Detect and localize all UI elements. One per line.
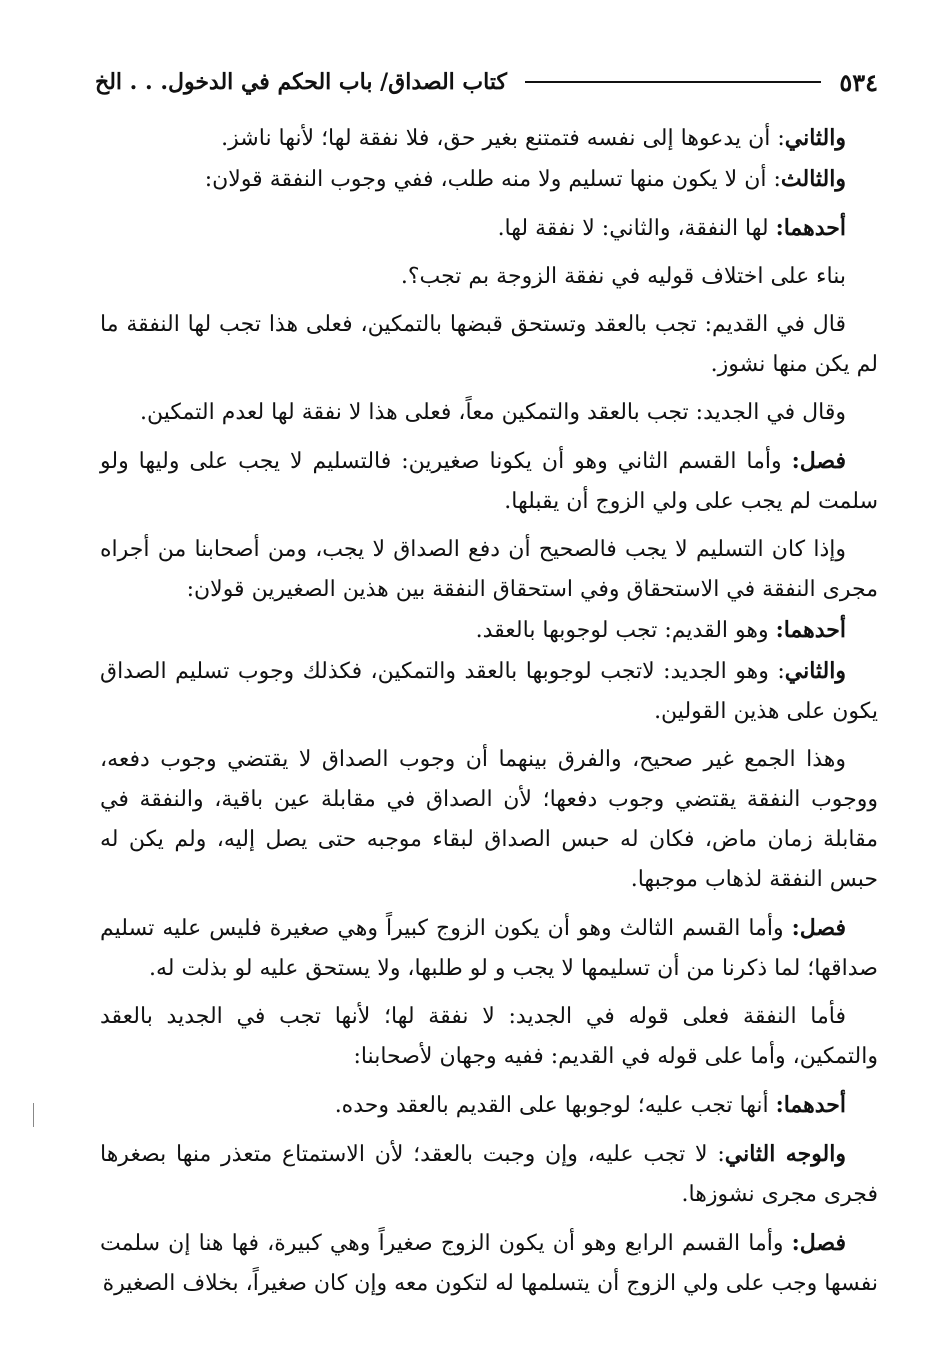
paragraph-text: وقال في الجديد: تجب بالعقد والتمكين معاً، فعلى هذا لا نفقة لها لعدم التمكين. (140, 400, 846, 425)
paragraph (100, 305, 878, 385)
paragraph-text: بناء على اختلاف قوليه في نفقة الزوجة بم تجب؟. (400, 264, 846, 289)
page-body (100, 118, 878, 1304)
paragraph (100, 530, 878, 610)
paragraph-lead: والوجه الثاني (724, 1141, 846, 1167)
paragraph (100, 159, 878, 200)
header-rule (525, 81, 821, 83)
paragraph-text: وأما القسم الثالث وهو أن يكون الزوج كبيراً وهي صغيرة فليس عليه تسليم صداقها؛ لما ذكرنا من أن تسليمها لا يجب و لو طلبها، ولا يستحق عليه لو بذلت له. (100, 916, 878, 981)
paragraph (100, 257, 878, 297)
page-number: ٥٣٤ (839, 67, 878, 97)
paragraph-text: أنها تجب عليه؛ لوجوبها على القديم بالعقد وحده. (334, 1093, 776, 1118)
paragraph-lead: والثاني (784, 658, 846, 684)
paragraph (100, 1223, 878, 1304)
paragraph-lead: فصل: (791, 448, 846, 474)
paragraph-text: : أن لا يكون منها تسليم ولا منه طلب، ففي وجوب النفقة قولان: (204, 167, 781, 192)
paragraph (100, 997, 878, 1077)
paragraph (100, 740, 878, 900)
paragraph (100, 610, 878, 651)
paragraph (100, 1134, 878, 1215)
paragraph (100, 651, 878, 732)
paragraph-text: لها النفقة، والثاني: لا نفقة لها. (497, 216, 776, 241)
paragraph-text: : لا تجب عليه، وإن وجبت بالعقد؛ لأن الاستمتاع متعذر منها بصغرها فجرى مجرى نشوزها. (100, 1142, 878, 1207)
paragraph-lead: أحدهما: (775, 215, 846, 241)
paragraph (100, 208, 878, 249)
paragraph-lead: فصل: (791, 1230, 846, 1256)
paragraph (100, 441, 878, 522)
paragraph-text: وإذا كان التسليم لا يجب فالصحيح أن دفع الصداق لا يجب، ومن أصحابنا من أجراه مجرى النفقة في الاستحقاق وفي استحقاق النفقة بين هذين الصغيرين قولان: (100, 537, 878, 602)
paragraph-lead: أحدهما: (775, 617, 846, 643)
paragraph (100, 118, 878, 159)
paragraph-lead: أحدهما: (775, 1092, 846, 1118)
running-title: كتاب الصداق/ باب الحكم في الدخول. . . الخ (95, 69, 507, 95)
paragraph-text: : أن يدعوها إلى نفسه فتمتنع بغير حق، فلا نفقة لها؛ لأنها ناشز. (221, 126, 785, 151)
scan-margin-mark (33, 1103, 34, 1127)
paragraph-text: وأما القسم الرابع وهو أن يكون الزوج صغيراً وهي كبيرة، فها هنا إن سلمت نفسها وجب على ولي الزوج أن يتسلمها له لتكون معه وإن كان صغيراً، بخلاف الصغيرة (100, 1231, 878, 1296)
paragraph-text: قال في القديم: تجب بالعقد وتستحق قبضها بالتمكين، فعلى هذا تجب لها النفقة ما لم يكن منها نشوز. (100, 312, 878, 377)
paragraph (100, 1085, 878, 1126)
paragraph-text: وهو القديم: تجب لوجوبها بالعقد. (475, 618, 776, 643)
paragraph-lead: فصل: (791, 915, 847, 941)
paragraph (100, 393, 878, 433)
paragraph (100, 908, 878, 989)
paragraph-lead: والثالث (780, 166, 846, 192)
paragraph-text: فأما النفقة فعلى قوله في الجديد: لا نفقة لها؛ لأنها تجب في الجديد بالعقد والتمكين، وأما على قوله في القديم: ففيه وجهان لأصحابنا: (100, 1004, 878, 1069)
paragraph-lead: والثاني (784, 125, 846, 151)
paragraph-text: : وهو الجديد: لاتجب لوجوبها بالعقد والتمكين، فكذلك وجوب تسليم الصداق يكون على هذين القولين. (100, 659, 878, 724)
paragraph-text: وهذا الجمع غير صحيح، والفرق بينهما أن وجوب الصداق لا يقتضي وجوب دفعه، ووجوب النفقة يقتضي وجوب دفعها؛ لأن الصداق في مقابلة عين باقية، والنفقة في مقابلة زمان ماض، فكان له حبس الصداق لبقاء موجبه حتى يصل إليه، ولم يكن له حبس النفقة لذهاب موجبها. (100, 747, 878, 892)
paragraph-text: وأما القسم الثاني وهو أن يكونا صغيرين: فالتسليم لا يجب على وليها ولو سلمت لم يجب على ولي الزوج أن يقبلها. (100, 449, 878, 514)
page-header (95, 62, 878, 102)
